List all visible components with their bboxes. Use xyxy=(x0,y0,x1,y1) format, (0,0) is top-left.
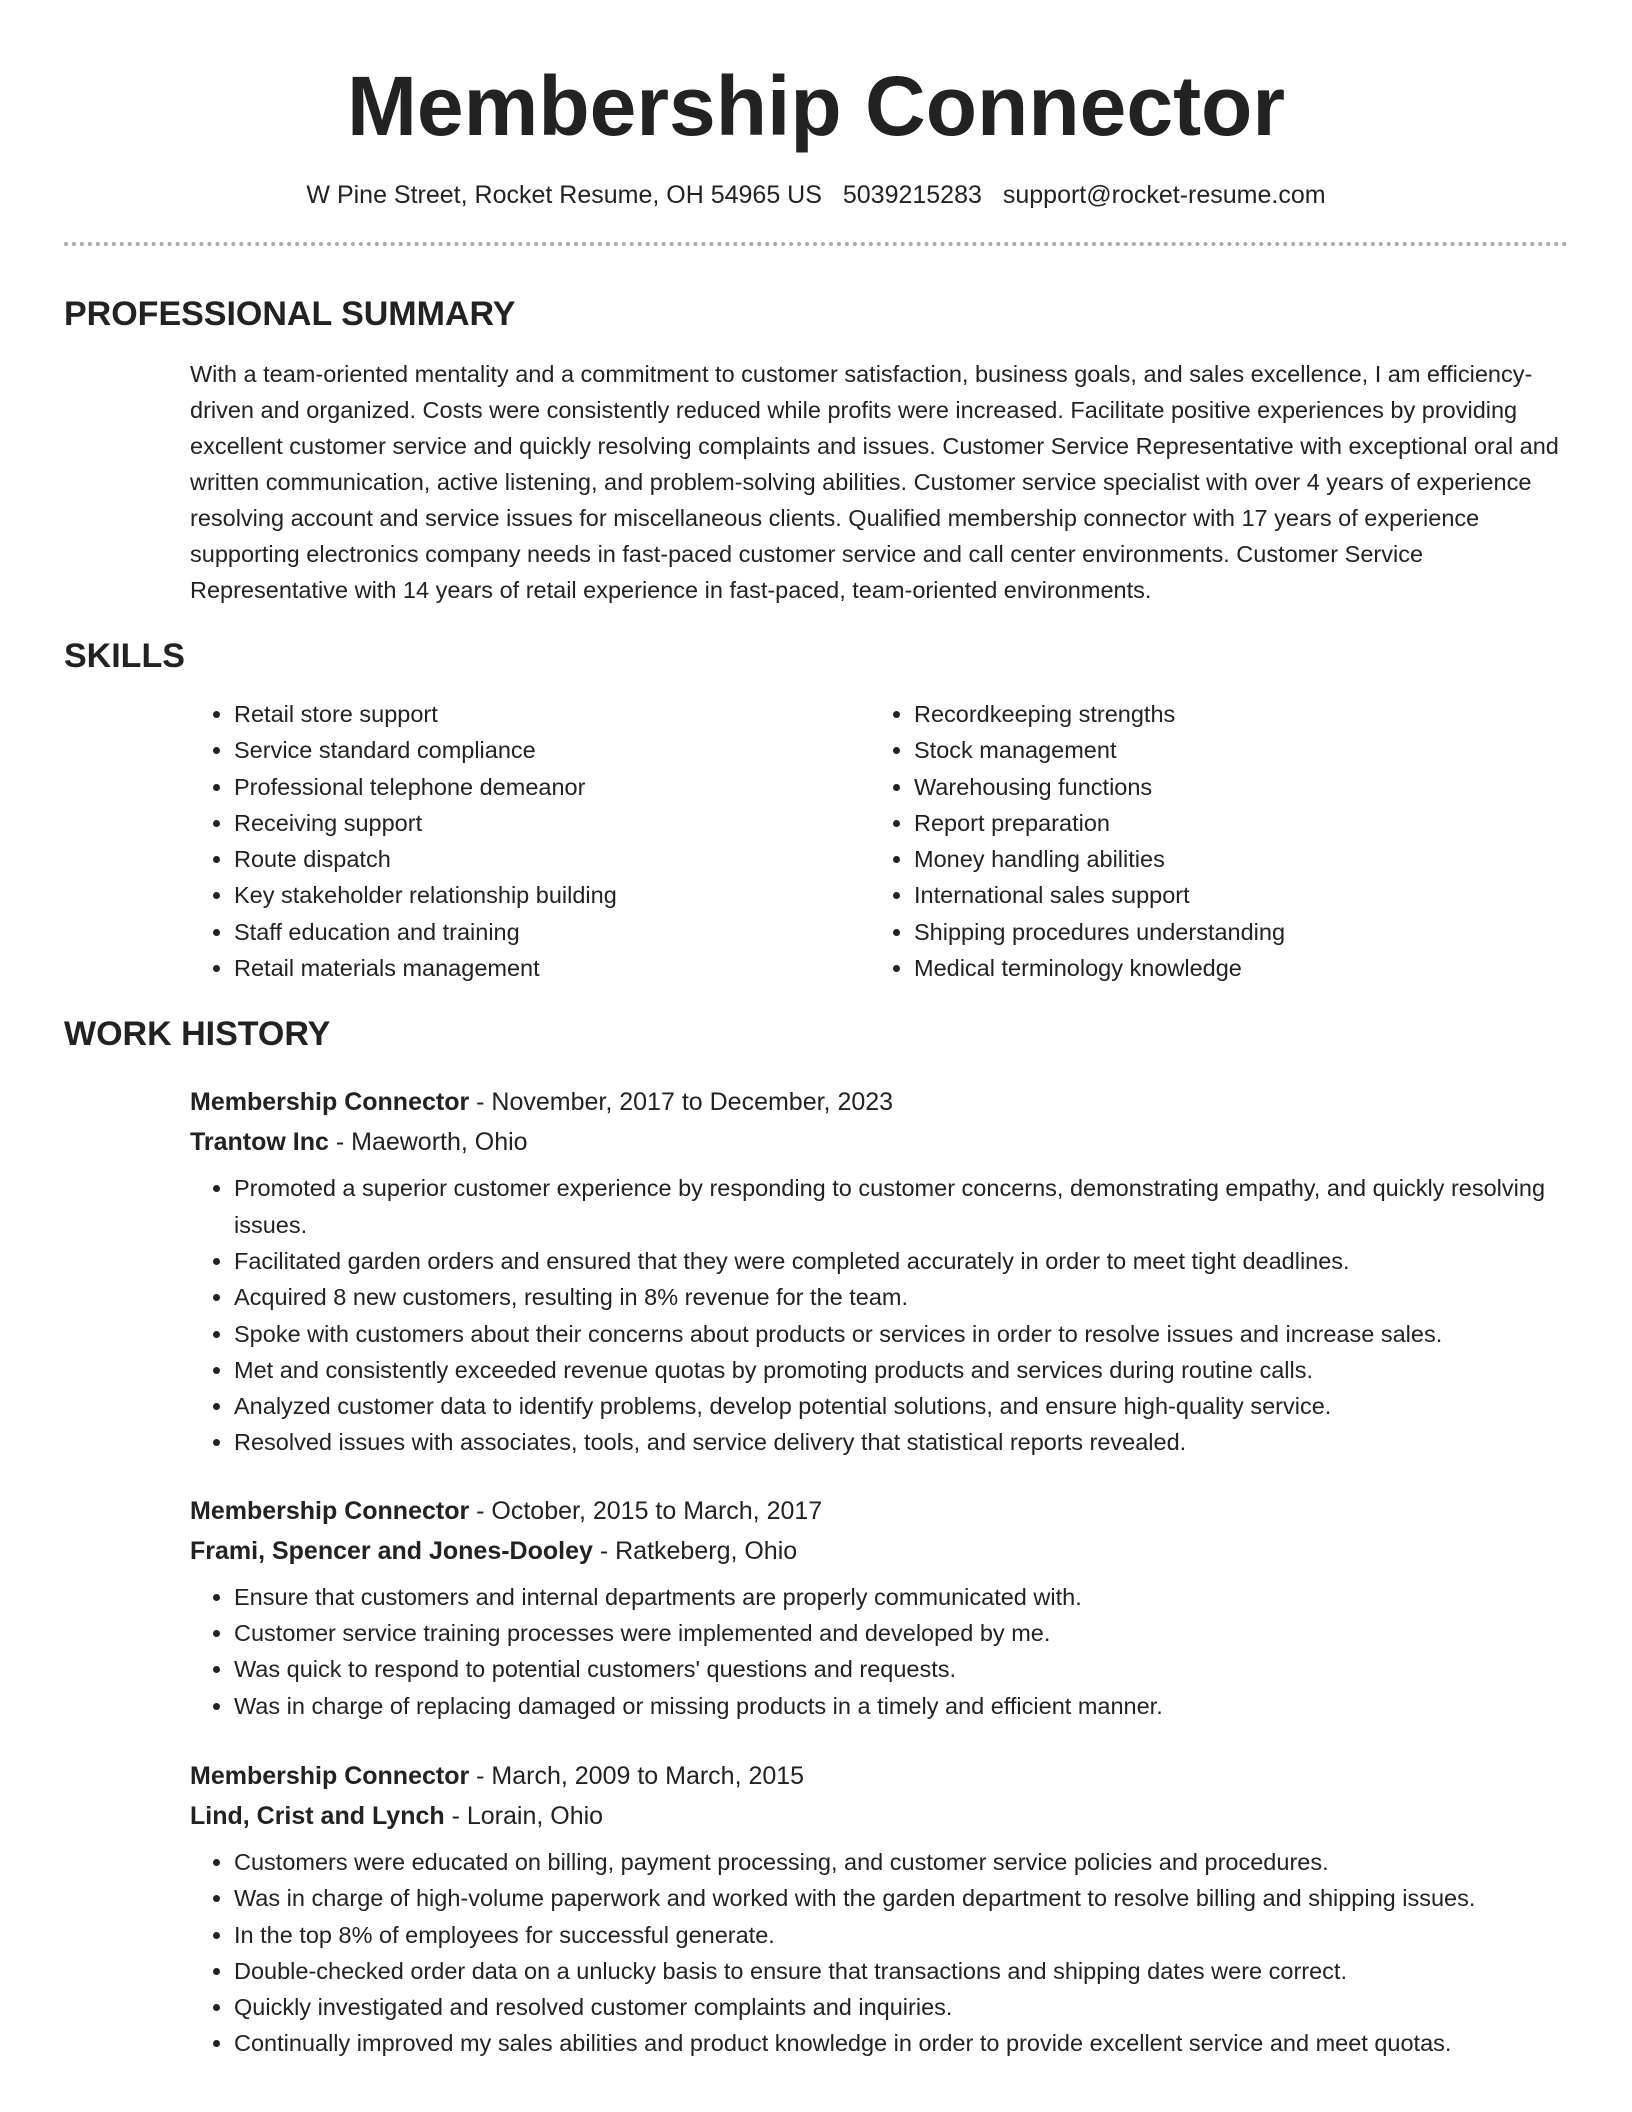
contact-email: support@rocket-resume.com xyxy=(1002,181,1326,209)
skills-column-right xyxy=(870,696,1514,986)
resume-page xyxy=(64,0,1568,2062)
job-dates: - October, 2015 to March, 2017 xyxy=(469,1496,823,1525)
job-company-line xyxy=(190,1531,1568,1571)
work-history-heading: WORK HISTORY xyxy=(64,1015,331,1054)
skill-item: • Professional telephone demeanor xyxy=(234,769,870,805)
job-location: - Maeworth, Ohio xyxy=(328,1128,528,1157)
skill-item: • Route dispatch xyxy=(234,841,870,877)
job-company: Frami, Spencer and Jones-Dooley xyxy=(190,1536,593,1565)
job-bullets xyxy=(190,1844,1568,2062)
job-entry xyxy=(190,1756,1568,2062)
skill-item: • Recordkeeping strengths xyxy=(914,696,1514,732)
job-company: Lind, Crist and Lynch xyxy=(190,1801,445,1830)
skill-item: • Shipping procedures understanding xyxy=(914,914,1514,950)
skill-item: • Service standard compliance xyxy=(234,732,870,768)
skill-item: • Medical terminology knowledge xyxy=(914,950,1514,986)
skill-item: • Retail materials management xyxy=(234,950,870,986)
skill-item: • Stock management xyxy=(914,732,1514,768)
job-bullet: • Promoted a superior customer experience by responding to customer concerns, demonstrating empathy, and quickly resolving issues. xyxy=(234,1170,1568,1243)
job-bullet: • Facilitated garden orders and ensured that they were completed accurately in order to meet tight deadlines. xyxy=(234,1243,1568,1279)
job-bullet: • Quickly investigated and resolved customer complaints and inquiries. xyxy=(234,1989,1568,2025)
skill-item: • Staff education and training xyxy=(234,914,870,950)
job-location: - Lorain, Ohio xyxy=(444,1801,604,1830)
summary-text: With a team-oriented mentality and a commitment to customer satisfaction, business goals, and sales excellence, I am efficiency-driven and organized. Costs were consistently reduced while profits were increased. Facilitate positive experiences by providing excellent customer service and quickly resolving complaints and issues. Customer Service Representative with exceptional oral and written communication, active listening, and problem-solving abilities. Customer service specialist with over 4 years of experience resolving account and service issues for miscellaneous clients. Qualified membership connector with 17 years of experience supporting electronics company needs in fast-paced customer service and call center environments. Customer Service Representative with 14 years of retail experience in fast-paced, team-oriented environments. xyxy=(190,361,1559,603)
job-title-line xyxy=(190,1756,1568,1796)
contact-line xyxy=(64,178,1568,212)
skill-item: • Money handling abilities xyxy=(914,841,1514,877)
job-bullets xyxy=(190,1579,1568,1724)
job-bullet: • Resolved issues with associates, tools, and service delivery that statistical reports revealed. xyxy=(234,1424,1568,1460)
skill-item: • Key stakeholder relationship building xyxy=(234,877,870,913)
contact-phone: 5039215283 xyxy=(842,181,982,209)
candidate-name: Membership Connector xyxy=(346,59,1286,153)
job-bullet: • Was in charge of replacing damaged or missing products in a timely and efficient manner. xyxy=(234,1688,1568,1724)
job-bullet: • Analyzed customer data to identify problems, develop potential solutions, and ensure high-quality service. xyxy=(234,1388,1568,1424)
job-bullet: • Customer service training processes were implemented and developed by me. xyxy=(234,1615,1568,1651)
skill-item: • Receiving support xyxy=(234,805,870,841)
job-entry xyxy=(190,1082,1568,1460)
job-bullets xyxy=(190,1170,1568,1460)
job-role: Membership Connector xyxy=(190,1088,470,1117)
skills-heading: SKILLS xyxy=(64,637,185,675)
job-dates: - March, 2009 to March, 2015 xyxy=(469,1761,805,1790)
skill-item: • Report preparation xyxy=(914,805,1514,841)
skill-item: • International sales support xyxy=(914,877,1514,913)
job-title-line xyxy=(190,1491,1568,1531)
job-role: Membership Connector xyxy=(190,1496,470,1525)
skill-item: • Retail store support xyxy=(234,696,870,732)
job-company: Trantow Inc xyxy=(190,1128,329,1157)
job-role: Membership Connector xyxy=(190,1761,470,1790)
job-dates: - November, 2017 to December, 2023 xyxy=(469,1088,894,1117)
job-company-line xyxy=(190,1796,1568,1836)
header-divider xyxy=(64,242,1568,246)
job-bullet: • Was in charge of high-volume paperwork and worked with the garden department to resolve billing and shipping issues. xyxy=(234,1880,1568,1916)
job-bullet: • In the top 8% of employees for successful generate. xyxy=(234,1917,1568,1953)
job-title-line xyxy=(190,1082,1568,1122)
job-company-line xyxy=(190,1122,1568,1162)
job-bullet: • Customers were educated on billing, payment processing, and customer service policies and procedures. xyxy=(234,1844,1568,1880)
job-bullet: • Continually improved my sales abilities and product knowledge in order to provide excellent service and meet quotas. xyxy=(234,2025,1568,2061)
job-bullet: • Met and consistently exceeded revenue quotas by promoting products and services during routine calls. xyxy=(234,1352,1568,1388)
skill-item: • Warehousing functions xyxy=(914,769,1514,805)
job-location: - Ratkeberg, Ohio xyxy=(592,1536,798,1565)
skills-list xyxy=(190,696,1568,986)
job-bullet: • Ensure that customers and internal departments are properly communicated with. xyxy=(234,1579,1568,1615)
skills-column-left xyxy=(190,696,870,986)
job-bullet: • Spoke with customers about their concerns about products or services in order to resolve issues and increase sales. xyxy=(234,1316,1568,1352)
contact-address: W Pine Street, Rocket Resume, OH 54965 US xyxy=(306,181,822,209)
job-bullet: • Double-checked order data on a unlucky basis to ensure that transactions and shipping dates were correct. xyxy=(234,1953,1568,1989)
summary-heading: PROFESSIONAL SUMMARY xyxy=(64,295,516,333)
job-bullet: • Acquired 8 new customers, resulting in 8% revenue for the team. xyxy=(234,1279,1568,1315)
job-entry xyxy=(190,1491,1568,1724)
job-bullet: • Was quick to respond to potential customers' questions and requests. xyxy=(234,1651,1568,1687)
